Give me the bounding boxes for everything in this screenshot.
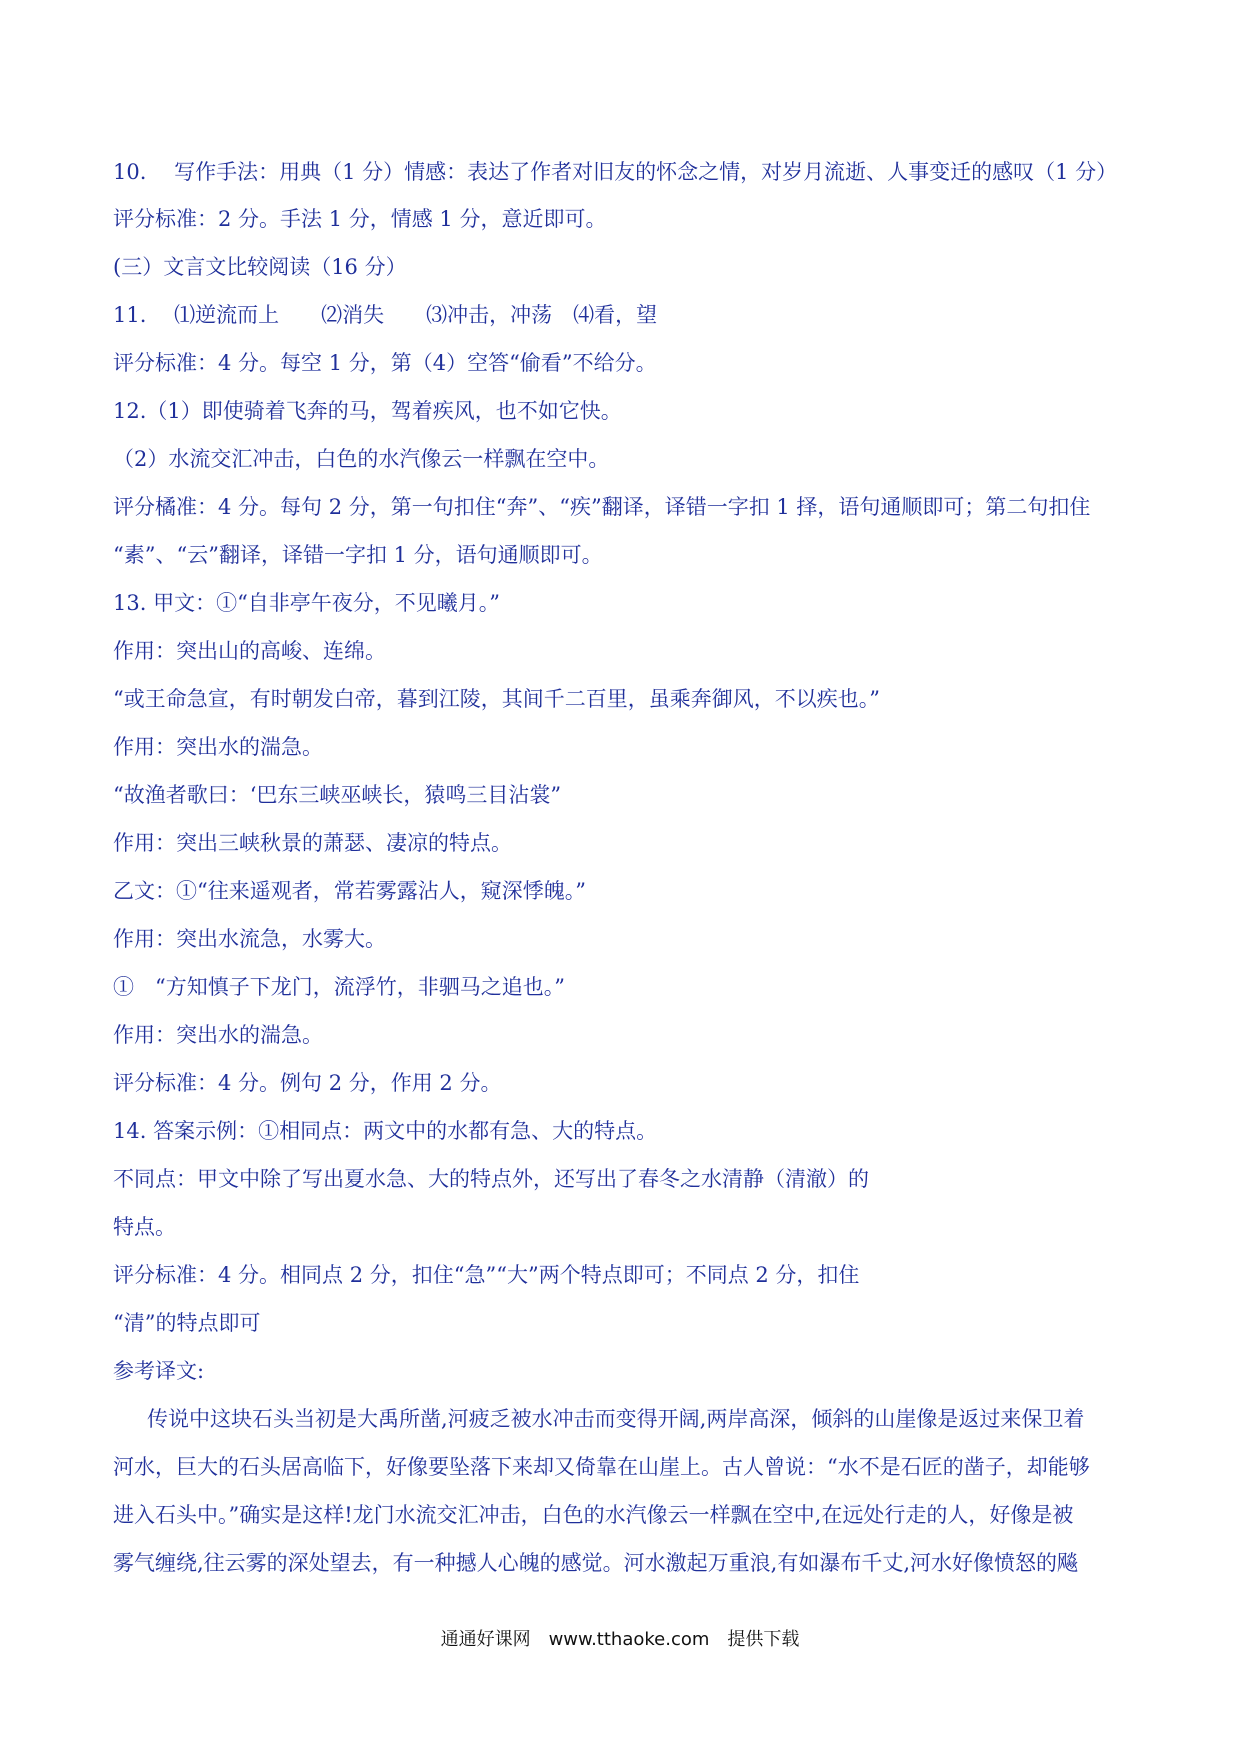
answer-13-text-a: 13. 甲文：①“自非亭午夜分，不见曦月。” — [113, 591, 501, 615]
answer-10: 10. 写作手法：用典（1 分）情感：表达了作者对旧友的怀念之情，对岁月流逝、人事变迁的感叹（1 分） — [113, 160, 1118, 184]
translation-line-2: 河水，巨大的石头居高临下，好像要坠落下来却又倚靠在山崖上。古人曾说：“水不是石匠的凿子，却能够 — [113, 1455, 1090, 1479]
answer-13-quote-3: “故渔者歌曰：‘巴东三峡巫峡长，猿鸣三目沾裳” — [113, 783, 562, 807]
answer-13-quote-2: “或王命急宣，有时朝发白帝，暮到江陵，其间千二百里，虽乘奔御风，不以疾也。” — [113, 687, 880, 711]
answer-14-same: 14. 答案示例：①相同点：两文中的水都有急、大的特点。 — [113, 1119, 658, 1143]
answer-14-diff: 不同点：甲文中除了写出夏水急、大的特点外，还写出了春冬之水清静（清澈）的 — [113, 1167, 869, 1191]
translation-line-4: 雾气缠绕,往云雾的深处望去，有一种撼人心魄的感觉。河水激起万重浪,有如瀑布千丈,河水好像愤怒的飚 — [113, 1551, 1079, 1575]
answer-13-effect-1: 作用：突出山的高峻、连绵。 — [113, 639, 386, 663]
answer-14-scoring-cont: “清”的特点即可 — [113, 1311, 261, 1335]
answer-13-quote-5: ① “方知慎子下龙门，流浮竹，非驷马之追也。” — [113, 975, 565, 999]
page-footer: 通通好课网 www.tthaoke.com 提供下载 — [440, 1629, 800, 1650]
answer-13-effect-3: 作用：突出三峡秋景的萧瑟、凄凉的特点。 — [113, 831, 512, 855]
answer-13-text-b: 乙文：①“往来遥观者，常若雾露沾人，窥深悸魄。” — [113, 879, 586, 903]
answer-12-part-2: （2）水流交汇冲击，白色的水汽像云一样飘在空中。 — [113, 447, 610, 471]
answer-14-diff-cont: 特点。 — [113, 1215, 176, 1239]
answer-14-scoring: 评分标准：4 分。相同点 2 分，扣住“急”“大”两个特点即可；不同点 2 分，扣住 — [113, 1263, 860, 1287]
answer-12-part-1: 12.（1）即使骑着飞奔的马，驾着疾风，也不如它快。 — [113, 399, 622, 423]
section-heading: (三）文言文比较阅读（16 分） — [113, 255, 407, 279]
answer-13-effect-5: 作用：突出水的湍急。 — [113, 1023, 323, 1047]
translation-line-1: 传说中这块石头当初是大禹所凿,河疲乏被水冲击而变得开阔,两岸高深，倾斜的山崖像是返过来保卫着 — [147, 1407, 1085, 1431]
answer-13-effect-4: 作用：突出水流急，水雾大。 — [113, 927, 386, 951]
translation-line-3: 进入石头中。”确实是这样!龙门水流交汇冲击，白色的水汽像云一样飘在空中,在远处行走的人，好像是被 — [113, 1503, 1074, 1527]
answer-12-scoring: 评分橘准：4 分。每句 2 分，第一句扣住“奔”、“疾”翻译，译错一字扣 1 择，语句通顺即可；第二句扣住 — [113, 495, 1091, 519]
answer-11-scoring: 评分标准：4 分。每空 1 分，第（4）空答“偷看”不给分。 — [113, 351, 657, 375]
answer-11: 11. ⑴逆流而上 ⑵消失 ⑶冲击，冲荡 ⑷看，望 — [113, 303, 658, 327]
answer-13-scoring: 评分标准：4 分。例句 2 分，作用 2 分。 — [113, 1071, 502, 1095]
answer-12-scoring-cont: “素”、“云”翻译，译错一字扣 1 分，语句通顺即可。 — [113, 543, 603, 567]
answer-13-effect-2: 作用：突出水的湍急。 — [113, 735, 323, 759]
translation-heading: 参考译文: — [113, 1359, 205, 1383]
answer-10-scoring: 评分标准：2 分。手法 1 分，情感 1 分，意近即可。 — [113, 207, 607, 231]
